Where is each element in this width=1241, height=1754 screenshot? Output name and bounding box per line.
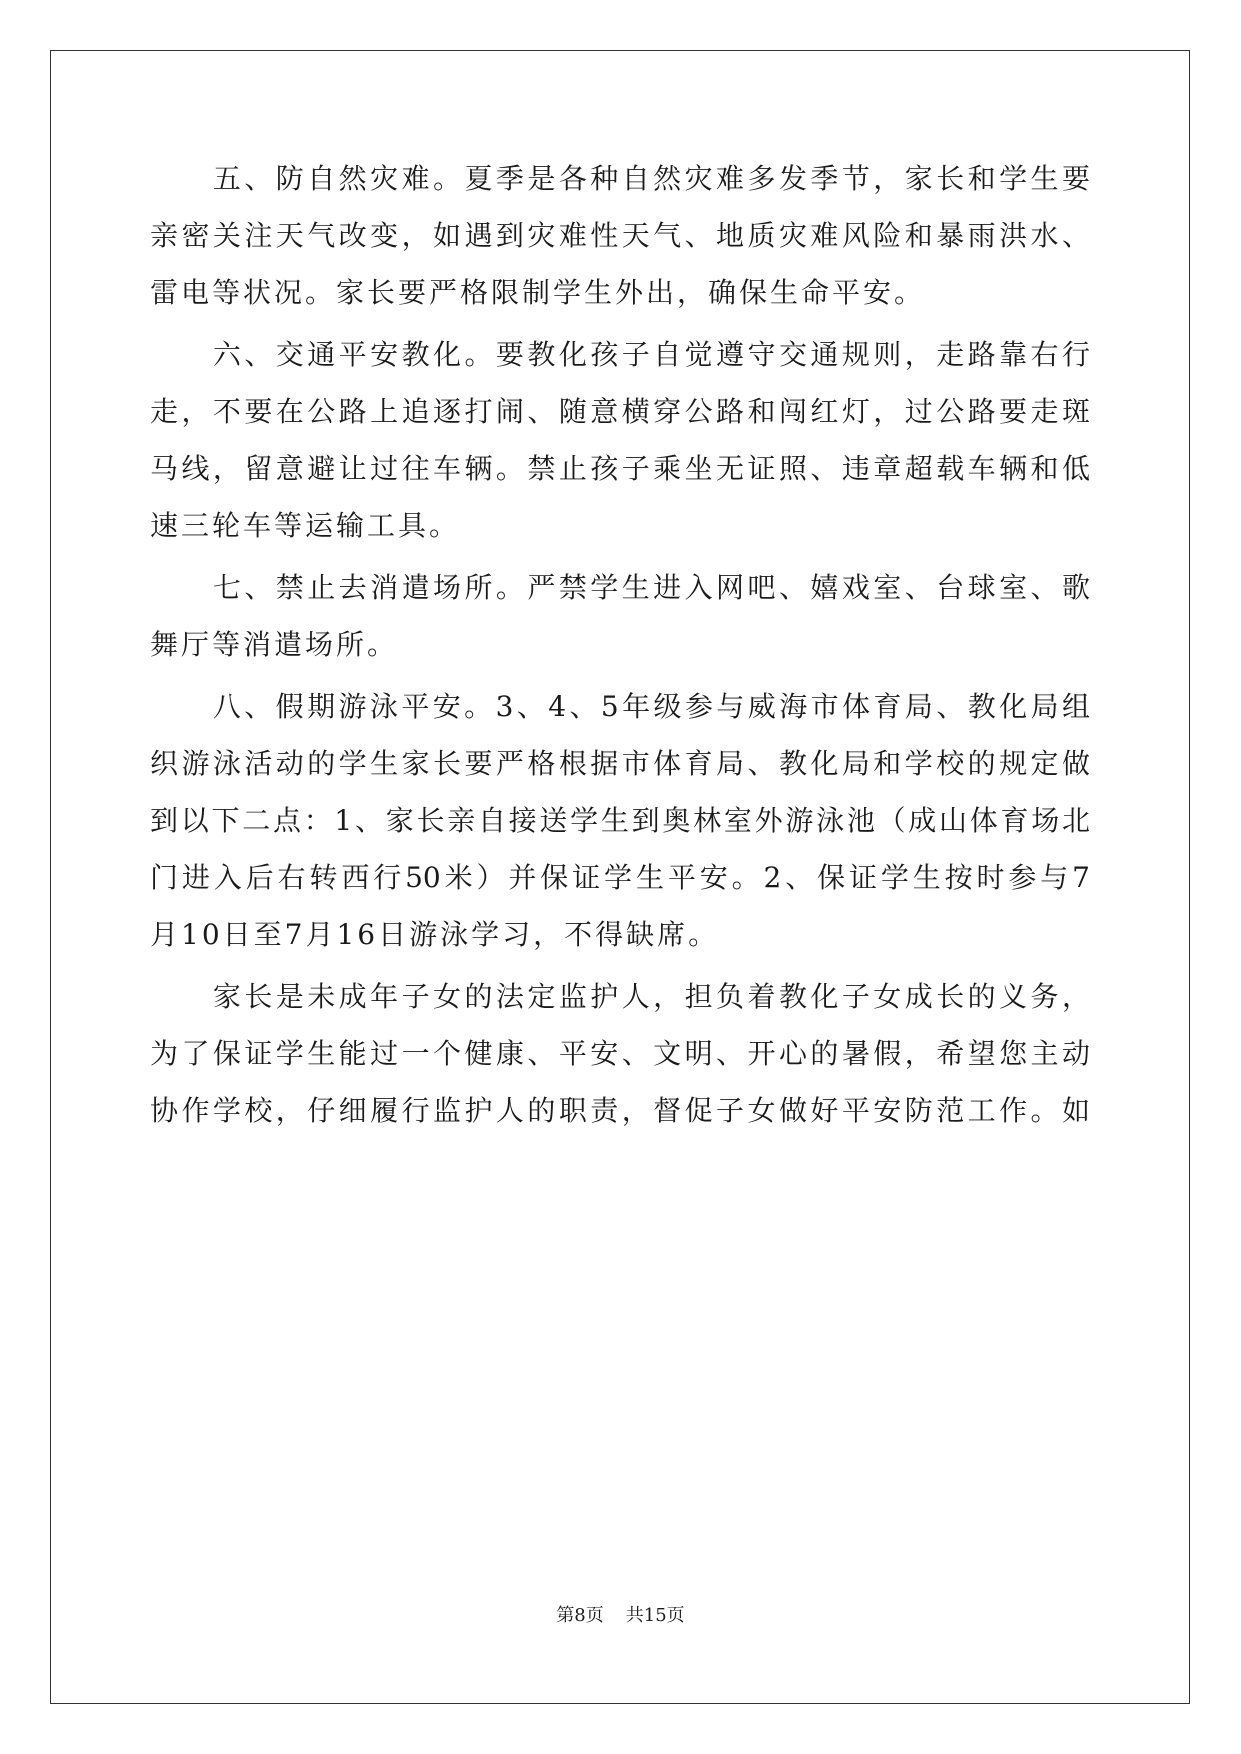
text-line: 速三轮车等运输工具。	[150, 509, 461, 542]
text-line: 织游泳活动的学生家长要严格根据市体育局、教化局和学校的规定做	[150, 747, 1090, 780]
text-line: 亲密关注天气改变，如遇到灾难性天气、地质灾难风险和暴雨洪水、	[150, 219, 1090, 252]
text-line: 协作学校，仔细履行监护人的职责，督促子女做好平安防范工作。如	[150, 1094, 1090, 1127]
text-line: 舞厅等消遣场所。	[150, 628, 399, 661]
paragraph-closing	[150, 978, 1090, 1129]
paragraph-5	[150, 160, 1090, 311]
paragraph-7	[150, 569, 1090, 663]
paragraph-6	[150, 336, 1090, 544]
page-footer	[0, 1604, 1241, 1628]
text-line: 马线，留意避让过往车辆。禁止孩子乘坐无证照、违章超载车辆和低	[150, 452, 1090, 485]
page-number: 第8页	[556, 1605, 604, 1626]
text-line: 到以下二点：1、家长亲自接送学生到奥林室外游泳池（成山体育场北	[150, 804, 1090, 837]
text-line: 门进入后右转西行50米）并保证学生平安。2、保证学生按时参与7	[150, 861, 1090, 894]
text-line: 八、假期游泳平安。3、4、5年级参与威海市体育局、教化局组	[150, 690, 1090, 723]
text-line: 六、交通平安教化。要教化孩子自觉遵守交通规则，走路靠右行	[150, 338, 1090, 371]
text-line: 家长是未成年子女的法定监护人，担负着教化子女成长的义务，	[150, 980, 1090, 1013]
text-line: 雷电等状况。家长要严格限制学生外出，确保生命平安。	[150, 276, 926, 309]
page-total: 共15页	[625, 1605, 685, 1626]
text-line: 为了保证学生能过一个健康、平安、文明、开心的暑假，希望您主动	[150, 1037, 1090, 1070]
paragraph-8	[150, 688, 1090, 953]
document-body	[150, 160, 1090, 1154]
text-line: 走，不要在公路上追逐打闹、随意横穿公路和闯红灯，过公路要走斑	[150, 395, 1090, 428]
text-line: 七、禁止去消遣场所。严禁学生进入网吧、嬉戏室、台球室、歌	[150, 571, 1090, 604]
text-line: 五、防自然灾难。夏季是各种自然灾难多发季节，家长和学生要	[150, 162, 1090, 195]
text-line: 月10日至7月16日游泳学习，不得缺席。	[150, 918, 720, 951]
